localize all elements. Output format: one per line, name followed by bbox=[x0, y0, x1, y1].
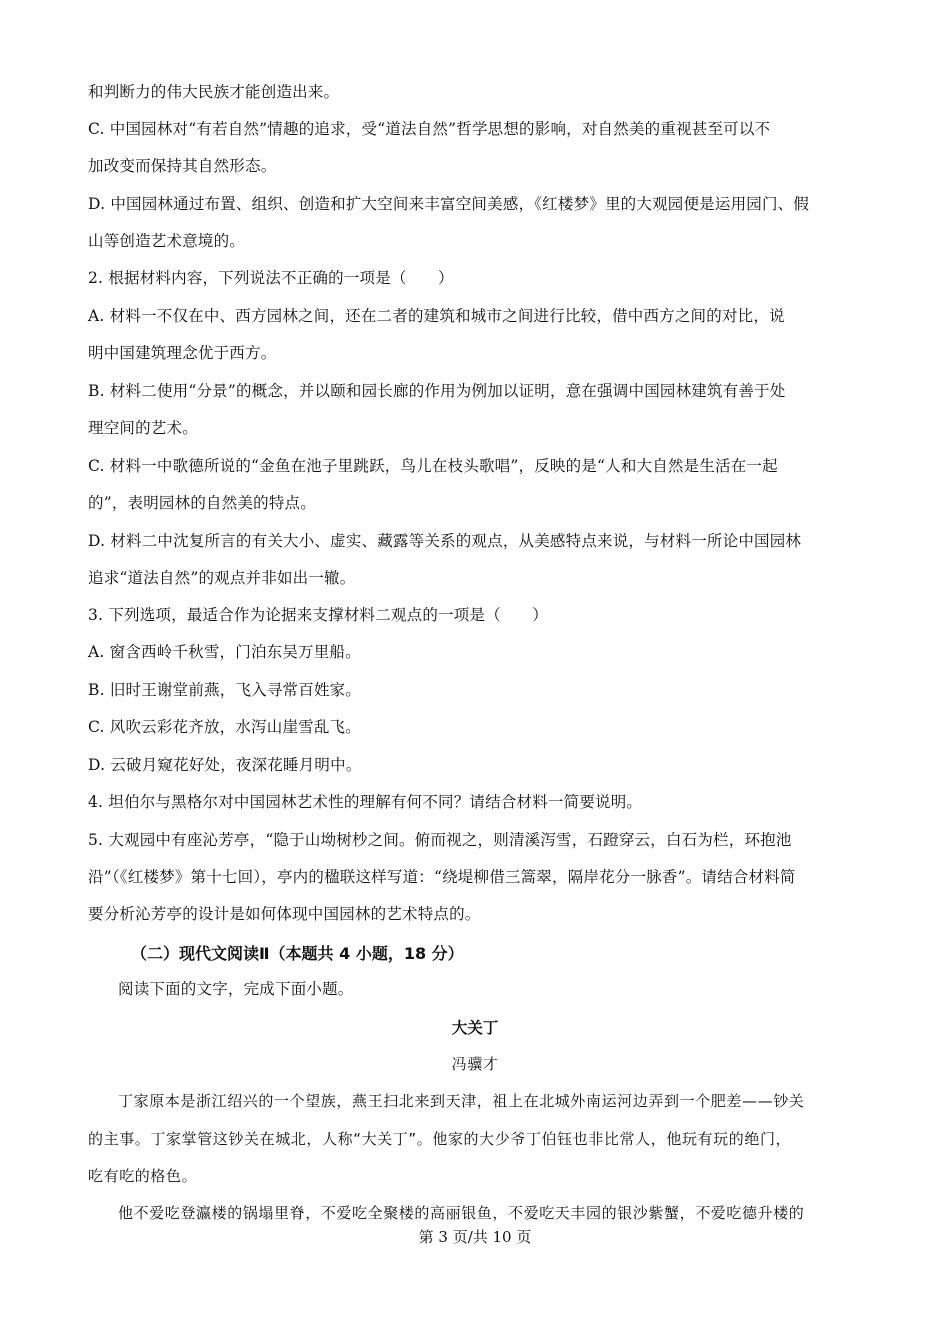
q3-option-c: C. 风吹云彩花齐放，水泻山崖雪乱飞。 bbox=[88, 718, 361, 736]
q2-option-c-line-2: 的”，表明园林的自然美的特点。 bbox=[88, 494, 316, 512]
option-c-line-2: 加改变而保持其自然形态。 bbox=[88, 157, 277, 175]
option-d-line-1: D. 中国园林通过布置、组织、创造和扩大空间来丰富空间美感，《红楼梦》里的大观园便是运用园门、假 bbox=[88, 195, 810, 213]
section-instruction: 阅读下面的文字，完成下面小题。 bbox=[118, 980, 354, 998]
question-2-stem: 2. 根据材料内容，下列说法不正确的一项是（ ） bbox=[88, 269, 454, 287]
question-4-stem: 4. 坦伯尔与黑格尔对中国园林艺术性的理解有何不同？请结合材料一简要说明。 bbox=[88, 793, 643, 811]
article-paragraph-2-line-1: 他不爱吃登瀛楼的锅塌里脊，不爱吃全聚楼的高丽银鱼，不爱吃天丰园的银沙紫蟹，不爱吃德升楼的 bbox=[118, 1204, 805, 1222]
q2-option-b-line-2: 理空间的艺术。 bbox=[88, 419, 198, 437]
article-author: 冯骥才 bbox=[451, 1055, 499, 1073]
question-5-line-3: 要分析沁芳亭的设计是如何体现中国园林的艺术特点的。 bbox=[88, 905, 481, 923]
q2-option-c-line-1: C. 材料一中歌德所说的“金鱼在池子里跳跃，鸟儿在枝头歌唱”，反映的是“人和大自然是生活在一起 bbox=[88, 457, 778, 475]
q3-option-a: A. 窗含西岭千秋雪，门泊东吴万里船。 bbox=[88, 643, 361, 661]
option-c-line-1: C. 中国园林对“有若自然”情趣的追求，受“道法自然”哲学思想的影响，对自然美的重视甚至可以不 bbox=[88, 120, 771, 138]
question-3-stem: 3. 下列选项，最适合作为论据来支撑材料二观点的一项是（ ） bbox=[88, 606, 548, 624]
question-5-line-2: 沿”（《红楼梦》第十七回），亭内的楹联这样写道：“绕堤柳借三篙翠，隔岸花分一脉香”。请结合材料简 bbox=[88, 868, 796, 886]
page-number: 第 3 页/共 10 页 bbox=[418, 1228, 532, 1246]
q2-option-b-line-1: B. 材料二使用“分景”的概念，并以颐和园长廊的作用为例加以证明，意在强调中国园林建筑有善于处 bbox=[88, 382, 786, 400]
article-paragraph-1-line-3: 吃有吃的格色。 bbox=[88, 1167, 198, 1185]
question-5-line-1: 5. 大观园中有座沁芳亭，“隐于山坳树杪之间。俯而视之，则清溪泻雪，石蹬穿云，白石为栏，环抱池 bbox=[88, 831, 792, 849]
text-line: 和判断力的伟大民族才能创造出来。 bbox=[88, 83, 340, 101]
section-title: （二）现代文阅读Ⅱ（本题共 4 小题，18 分） bbox=[131, 944, 464, 963]
q3-option-d: D. 云破月窥花好处，夜深花睡月明中。 bbox=[88, 756, 362, 774]
article-paragraph-1-line-1: 丁家原本是浙江绍兴的一个望族，燕王扫北来到天津，祖上在北城外南运河边弄到一个肥差——钞关 bbox=[118, 1092, 805, 1110]
q2-option-a-line-2: 明中国建筑理念优于西方。 bbox=[88, 344, 277, 362]
q2-option-d-line-2: 追求“道法自然”的观点并非如出一辙。 bbox=[88, 569, 356, 587]
article-title: 大关丁 bbox=[451, 1018, 499, 1037]
article-paragraph-1-line-2: 的主事。丁家掌管这钞关在城北，人称“大关丁”。他家的大少爷丁伯钰也非比常人，他玩有玩的绝门， bbox=[88, 1130, 792, 1148]
q2-option-a-line-1: A. 材料一不仅在中、西方园林之间，还在二者的建筑和城市之间进行比较，借中西方之间的对比，说 bbox=[88, 307, 785, 325]
q3-option-b: B. 旧时王谢堂前燕，飞入寻常百姓家。 bbox=[88, 681, 362, 699]
option-d-line-2: 山等创造艺术意境的。 bbox=[88, 232, 246, 250]
q2-option-d-line-1: D. 材料二中沈复所言的有关大小、虚实、藏露等关系的观点，从美感特点来说，与材料一所论中国园林 bbox=[88, 532, 802, 550]
